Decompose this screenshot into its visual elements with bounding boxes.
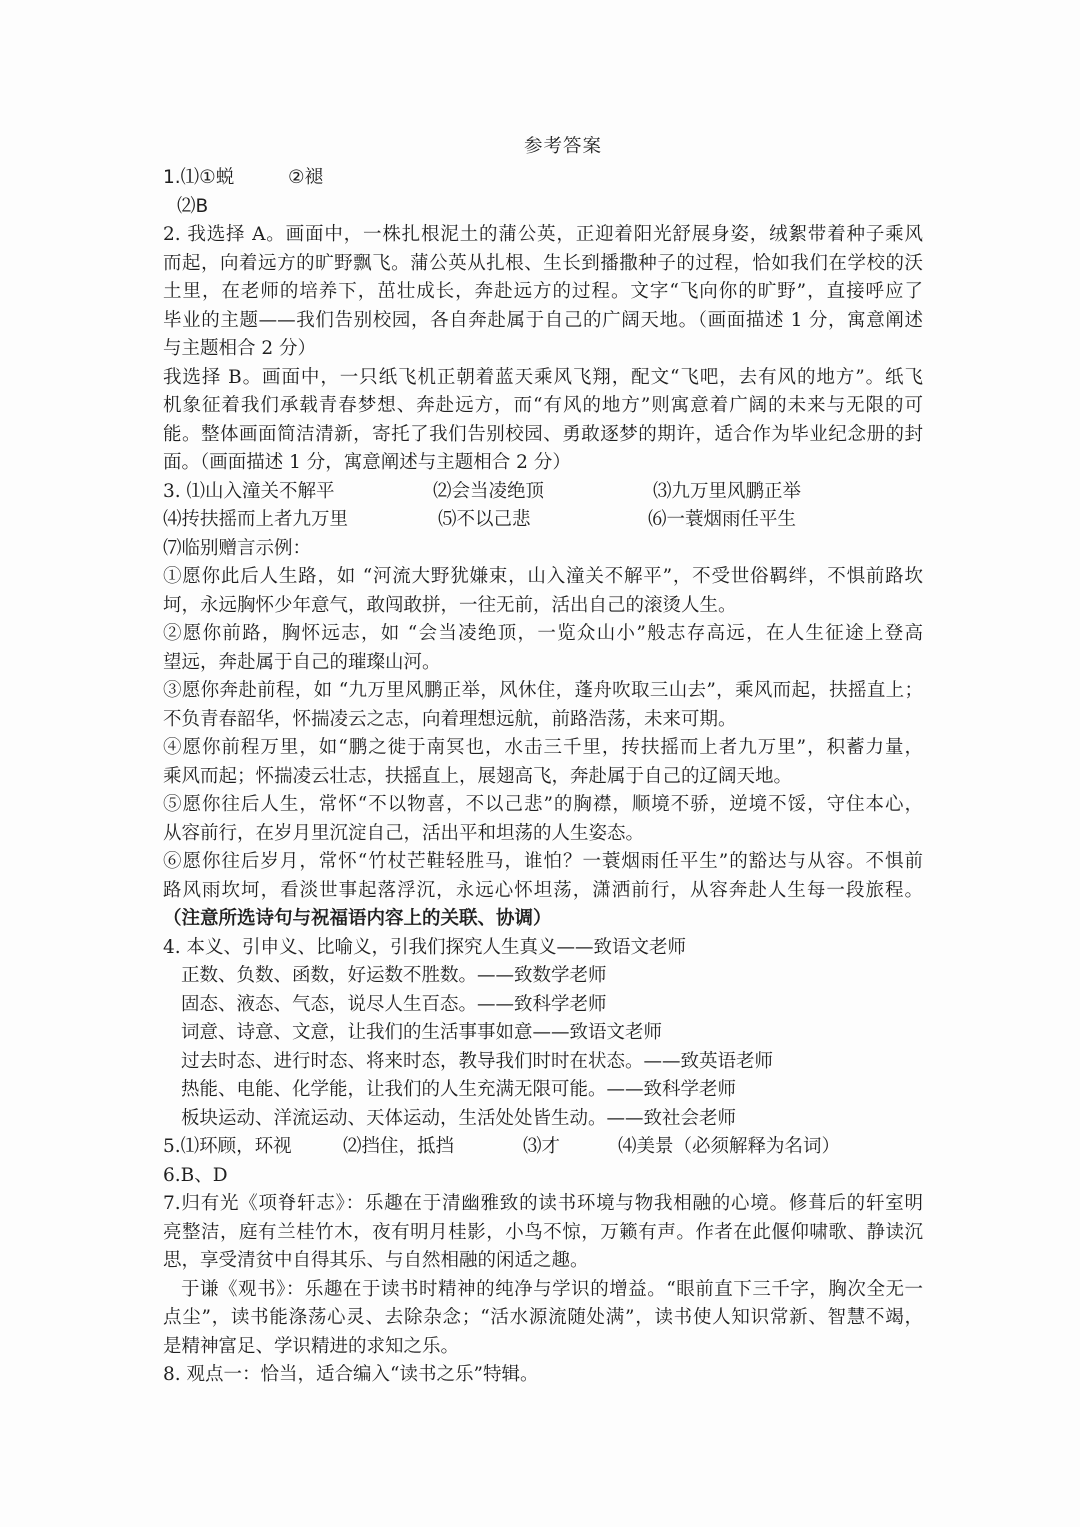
q3-line: ③愿你奔赴前程，如 “九万里风鹏正举，风休住，蓬舟吹取三山去”，乘风而起，扶摇直上； xyxy=(163,680,923,701)
q1-part2: ②褪 xyxy=(288,167,324,188)
q2-line: 机象征着我们承载青春梦想、奔赴远方，而“有风的地方”则寓意着广阔的未来与无限的可 xyxy=(163,395,923,416)
q3-line: ⑤愿你往后人生，常怀“不以物喜，不以己悲”的胸襟，顺境不骄，逆境不馁，守住本心， xyxy=(163,794,923,815)
answer-content xyxy=(163,130,923,1390)
q5-blank2: ⑵挡住，抵挡 xyxy=(343,1136,455,1157)
q4-line: 板块运动、洋流运动、天体运动，生活处处皆生动。——致社会老师 xyxy=(181,1107,737,1129)
q8-line: 8. 观点一：恰当，适合编入“读书之乐”特辑。 xyxy=(163,1364,539,1385)
q3-line: 不负青春韶华，怀揣凌云之志，向着理想远航，前路浩荡，未来可期。 xyxy=(163,708,737,730)
q3-sub7: ⑺临别赠言示例： xyxy=(163,537,312,559)
q2-line: 土里，在老师的培养下，茁壮成长，奔赴远方的过程。文字“飞向你的旷野”，直接呼应了 xyxy=(163,281,923,302)
q2-line: 面。（画面描述 1 分，寓意阐述与主题相合 2 分） xyxy=(163,452,571,473)
q3-blank3: ⑶九万里风鹏正举 xyxy=(653,480,802,502)
q2-line: 我选择 B。画面中，一只纸飞机正朝着蓝天乘风飞翔，配文“飞吧，去有风的地方”。纸飞 xyxy=(163,366,923,388)
q3-line: ⑥愿你往后岁月，常怀“竹杖芒鞋轻胜马，谁怕？一蓑烟雨任平生”的豁达与从容。不惧前 xyxy=(163,851,923,872)
q2-line: 而起，向着远方的旷野飘飞。蒲公英从扎根、生长到播撒种子的过程，恰如我们在学校的沃 xyxy=(163,252,923,274)
q3-line: 望远，奔赴属于自己的璀璨山河。 xyxy=(163,651,441,673)
q7-line: 是精神富足、学识精进的求知之乐。 xyxy=(163,1335,460,1357)
q3-line: ④愿你前程万里，如“鹏之徙于南冥也，水击三千里，抟扶摇而上者九万里”，积蓄力量， xyxy=(163,737,923,758)
q4-line: 过去时态、进行时态、将来时态，教导我们时时在状态。——致英语老师 xyxy=(181,1050,774,1072)
q3-blank4: ⑷抟扶摇而上者九万里 xyxy=(163,509,349,530)
q3-line: 路风雨坎坷，看淡世事起落浮沉，永远心怀坦荡，潇洒前行，从容奔赴人生每一段旅程。 xyxy=(163,879,923,901)
q5-blank1: 5.⑴环顾，环视 xyxy=(163,1136,292,1157)
page-title: 参考答案 xyxy=(523,136,602,157)
q4-line: 热能、电能、化学能，让我们的人生充满无限可能。——致科学老师 xyxy=(181,1079,737,1100)
q3-line: 从容前行，在岁月里沉淀自己，活出平和坦荡的人生姿态。 xyxy=(163,822,645,844)
q2-line: 与主题相合 2 分） xyxy=(163,338,317,359)
q1-line1 xyxy=(163,164,923,193)
q3-blank1: 3. ⑴山入潼关不解平 xyxy=(163,480,335,502)
q5-blank4: ⑷美景（必须解释为名词） xyxy=(618,1136,841,1157)
q3-row2 xyxy=(163,506,923,535)
q4-line: 固态、液态、气态，说尽人生百态。——致科学老师 xyxy=(181,993,607,1015)
q6-line: 6.B、D xyxy=(163,1164,228,1186)
q2-line: 毕业的主题——我们告别校园，各自奔赴属于自己的广阔天地。（画面描述 1 分，寓意阐述 xyxy=(163,309,923,331)
q2-line: 2. 我选择 A。画面中，一株扎根泥土的蒲公英，正迎着阳光舒展身姿，绒絮带着种子乘风 xyxy=(163,224,923,245)
q1-line2: ⑵B xyxy=(177,195,209,217)
q5-row xyxy=(163,1133,923,1162)
q2-line: 能。整体画面简洁清新，寄托了我们告别校园、勇敢逐梦的期许，适合作为毕业纪念册的封 xyxy=(163,423,923,445)
q3-blank2: ⑵会当凌绝顶 xyxy=(433,480,545,502)
q7-line: 于谦《观书》：乐趣在于读书时精神的纯净与学识的增益。“眼前直下三千字，胸次全无一 xyxy=(181,1278,923,1300)
q1-part1: 1.⑴①蜕 xyxy=(163,167,235,188)
q4-line: 词意、诗意、文意，让我们的生活事事如意——致语文老师 xyxy=(181,1022,663,1043)
q3-note: （注意所选诗句与祝福语内容上的关联、协调） xyxy=(163,908,552,929)
q7-line: 思，享受清贫中自得其乐、与自然相融的闲适之趣。 xyxy=(163,1250,589,1271)
q7-line: 亮整洁，庭有兰桂竹木，夜有明月桂影，小鸟不惊，万籁有声。作者在此偃仰啸歌、静读沉 xyxy=(163,1221,923,1243)
q3-line: ①愿你此后人生路，如 “河流大野犹嫌束，山入潼关不解平”，不受世俗羁绊，不惧前路坎 xyxy=(163,566,923,587)
q3-blank6: ⑹一蓑烟雨任平生 xyxy=(648,509,797,530)
q3-line: 乘风而起；怀揣凌云壮志，扶摇直上，展翅高飞，奔赴属于自己的辽阔天地。 xyxy=(163,765,793,787)
q3-line: 坷，永远胸怀少年意气，敢闯敢拼，一往无前，活出自己的滚烫人生。 xyxy=(163,594,737,616)
q3-row1 xyxy=(163,478,923,507)
q7-line: 7.归有光《项脊轩志》：乐趣在于清幽雅致的读书环境与物我相融的心境。修葺后的轩室明 xyxy=(163,1193,923,1214)
q3-line: ②愿你前路，胸怀远志，如 “会当凌绝顶，一览众山小”般志存高远，在人生征途上登高 xyxy=(163,623,923,644)
q3-blank5: ⑸不以己悲 xyxy=(438,509,531,530)
q5-blank3: ⑶才 xyxy=(523,1136,561,1157)
q4-line: 4. 本义、引申义、比喻义，引我们探究人生真义——致语文老师 xyxy=(163,936,687,958)
q4-line: 正数、负数、函数，好运数不胜数。——致数学老师 xyxy=(181,965,607,986)
q7-line: 点尘”，读书能涤荡心灵、去除杂念；“活水源流随处满”，读书使人知识常新、智慧不竭， xyxy=(163,1307,923,1328)
